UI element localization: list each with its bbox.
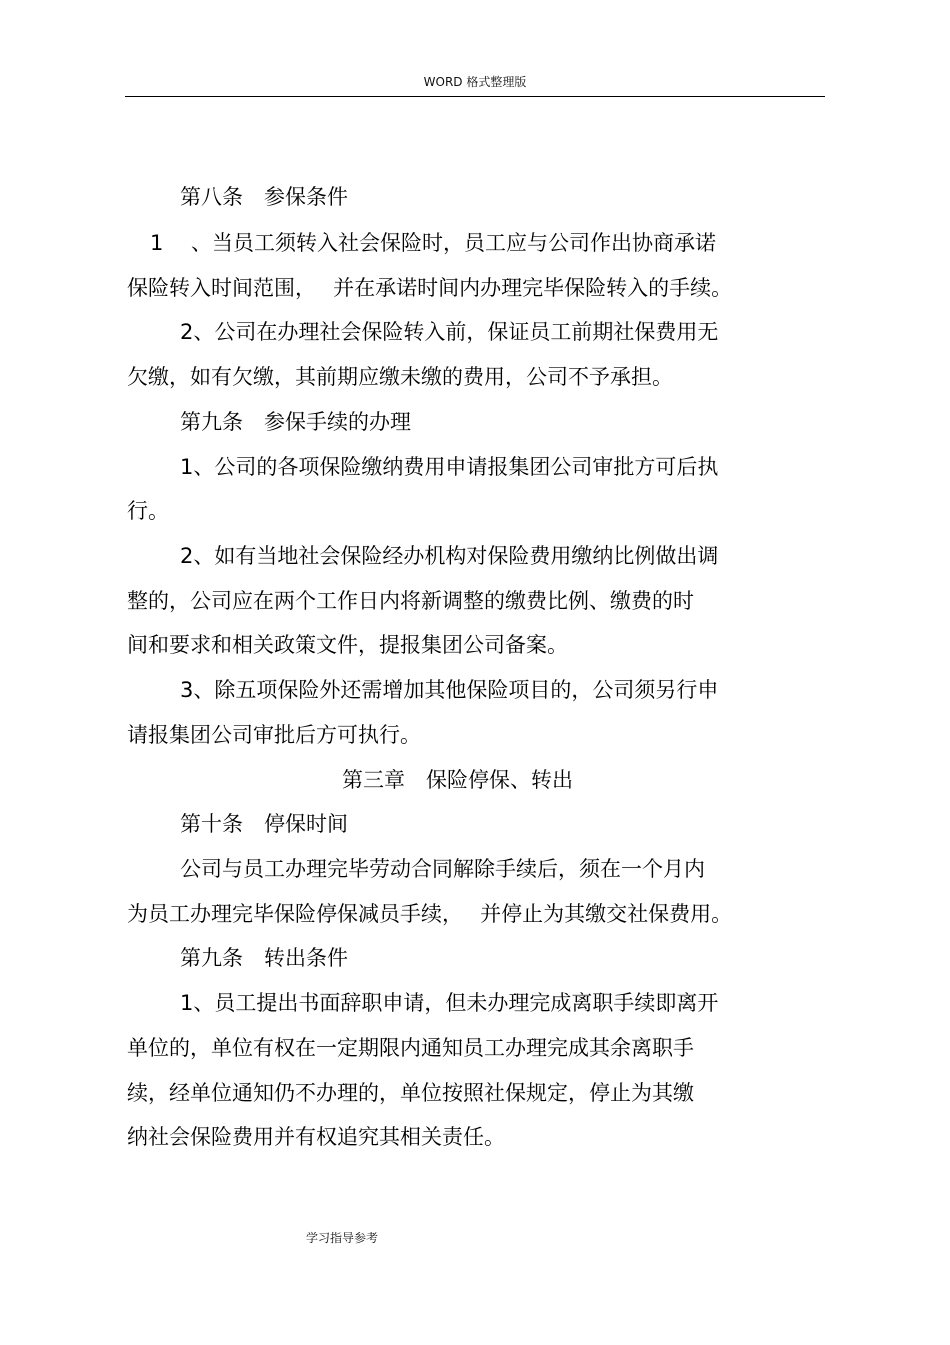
paragraph-line: 2、公司在办理社会保险转入前，保证员工前期社保费用无 [180, 320, 719, 344]
article-heading: 第九条 转出条件 [180, 946, 348, 970]
paragraph-line: 1、公司的各项保险缴纳费用申请报集团公司审批方可后执 [180, 455, 719, 479]
paragraph-line: 1、员工提出书面辞职申请，但未办理完成离职手续即离开 [180, 991, 719, 1015]
paragraph-line: 纳社会保险费用并有权追究其相关责任。 [127, 1125, 505, 1149]
paragraph-line: 单位的，单位有权在一定期限内通知员工办理完成其余离职手 [127, 1036, 694, 1060]
page-header: WORD 格式整理版 [423, 75, 527, 89]
paragraph-line: 行。 [127, 499, 169, 523]
paragraph-line: 请报集团公司审批后方可执行。 [127, 723, 421, 747]
paragraph-line: 公司与员工办理完毕劳动合同解除手续后，须在一个月内 [180, 857, 705, 881]
paragraph-line: 保险转入时间范围， 并在承诺时间内办理完毕保险转入的手续。 [127, 276, 733, 300]
article-heading: 第十条 停保时间 [180, 812, 348, 836]
paragraph-line: 续，经单位通知仍不办理的，单位按照社保规定，停止为其缴 [127, 1081, 694, 1105]
paragraph-line: 间和要求和相关政策文件，提报集团公司备案。 [127, 633, 568, 657]
article-heading: 第八条 参保条件 [180, 185, 348, 209]
paragraph-line: 整的，公司应在两个工作日内将新调整的缴费比例、缴费的时 [127, 589, 694, 613]
article-heading: 第九条 参保手续的办理 [180, 410, 411, 434]
header-divider [125, 96, 825, 97]
paragraph-line: 3、除五项保险外还需增加其他保险项目的，公司须另行申 [180, 678, 719, 702]
page-footer: 学习指导参考 [306, 1231, 379, 1245]
paragraph-line: 为员工办理完毕保险停保减员手续， 并停止为其缴交社保费用。 [127, 902, 733, 926]
paragraph-line: 欠缴，如有欠缴，其前期应缴未缴的费用，公司不予承担。 [127, 365, 673, 389]
paragraph-line: 2、如有当地社会保险经办机构对保险费用缴纳比例做出调 [180, 544, 719, 568]
paragraph-line: 1 、当员工须转入社会保险时，员工应与公司作出协商承诺 [150, 231, 717, 255]
chapter-heading: 第三章 保险停保、转出 [342, 768, 573, 792]
